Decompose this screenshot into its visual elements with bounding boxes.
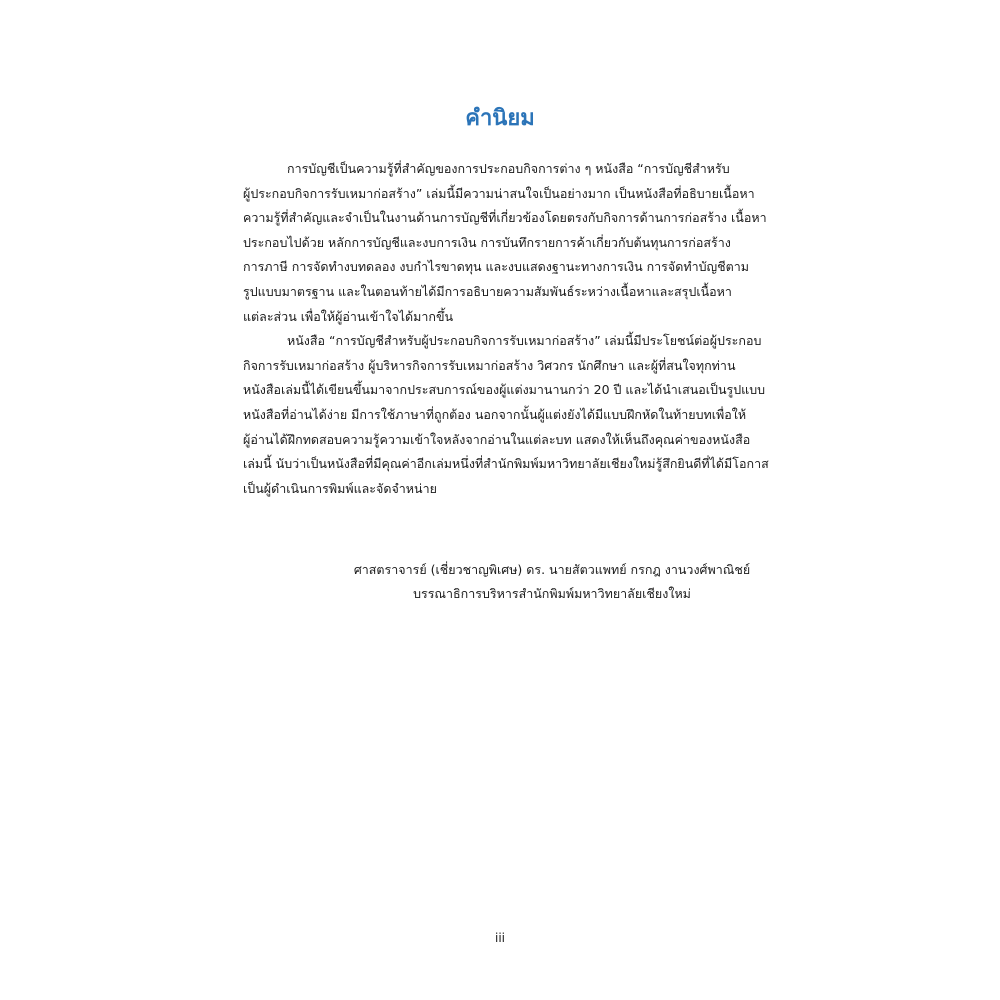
paragraph-1-line-3: ความรู้ที่สำคัญและจำเป็นในงานด้านการบัญชีที่เกี่ยวข้องโดยตรงกับกิจการด้านการก่อสร้าง เนื้อหา bbox=[243, 210, 767, 226]
paragraph-1-line-7: แต่ละส่วน เพื่อให้ผู้อ่านเข้าใจได้มากขึ้น bbox=[243, 308, 454, 324]
paragraph-2-line-4: หนังสือที่อ่านได้ง่าย มีการใช้ภาษาที่ถูกต้อง นอกจากนั้นผู้แต่งยังได้มีแบบฝึกหัดในท้ายบทเพื่อให้ bbox=[243, 406, 747, 422]
page-number: iii bbox=[494, 931, 505, 945]
page-title: คำนิยม bbox=[465, 106, 535, 131]
paragraph-2-line-1: หนังสือ “การบัญชีสำหรับผู้ประกอบกิจการรับเหมาก่อสร้าง” เล่มนี้มีประโยชน์ต่อผู้ประกอบ bbox=[287, 333, 762, 349]
paragraph-2-line-3: หนังสือเล่มนี้ได้เขียนขึ้นมาจากประสบการณ์ของผู้แต่งมานานกว่า 20 ปี และได้นำเสนอเป็นรูปแบบ bbox=[243, 382, 766, 398]
paragraph-2-line-5: ผู้อ่านได้ฝึกทดสอบความรู้ความเข้าใจหลังจากอ่านในแต่ละบท แสดงให้เห็นถึงคุณค่าของหนังสือ bbox=[243, 431, 751, 447]
paragraph-2-line-6: เล่มนี้ นับว่าเป็นหนังสือที่มีคุณค่าอีกเล่มหนึ่งที่สำนักพิมพ์มหาวิทยาลัยเชียงใหม่รู้สึกยินดีที่ได้มีโอกาส bbox=[243, 456, 769, 472]
paragraph-2-line-2: กิจการรับเหมาก่อสร้าง ผู้บริหารกิจการรับเหมาก่อสร้าง วิศวกร นักศึกษา และผู้ที่สนใจทุกท่าน bbox=[243, 357, 736, 373]
paragraph-1-line-4: ประกอบไปด้วย หลักการบัญชีและงบการเงิน การบันทึกรายการค้าเกี่ยวกับต้นทุนการก่อสร้าง bbox=[243, 234, 731, 250]
document-body bbox=[243, 157, 773, 501]
paragraph-1-line-1: การบัญชีเป็นความรู้ที่สำคัญของการประกอบกิจการต่าง ๆ หนังสือ “การบัญชีสำหรับ bbox=[287, 161, 730, 176]
paragraph-1-line-5: การภาษี การจัดทำงบทดลอง งบกำไรขาดทุน และงบแสดงฐานะทางการเงิน การจัดทำบัญชีตาม bbox=[243, 259, 750, 275]
signature-position: บรรณาธิการบริหารสำนักพิมพ์มหาวิทยาลัยเชียงใหม่ bbox=[413, 586, 691, 601]
signature-name: ศาสตราจารย์ (เชี่ยวชาญพิเศษ) ดร. นายสัตวแพทย์ กรกฎ งานวงศ์พาณิชย์ bbox=[353, 562, 751, 577]
paragraph-1-line-2: ผู้ประกอบกิจการรับเหมาก่อสร้าง” เล่มนี้มีความน่าสนใจเป็นอย่างมาก เป็นหนังสือที่อธิบายเนื้อหา bbox=[243, 185, 755, 201]
paragraph-1-line-6: รูปแบบมาตรฐาน และในตอนท้ายได้มีการอธิบายความสัมพันธ์ระหว่างเนื้อหาและสรุปเนื้อหา bbox=[243, 283, 732, 299]
signature-block bbox=[332, 558, 772, 606]
paragraph-2-line-7: เป็นผู้ดำเนินการพิมพ์และจัดจำหน่าย bbox=[243, 480, 437, 496]
